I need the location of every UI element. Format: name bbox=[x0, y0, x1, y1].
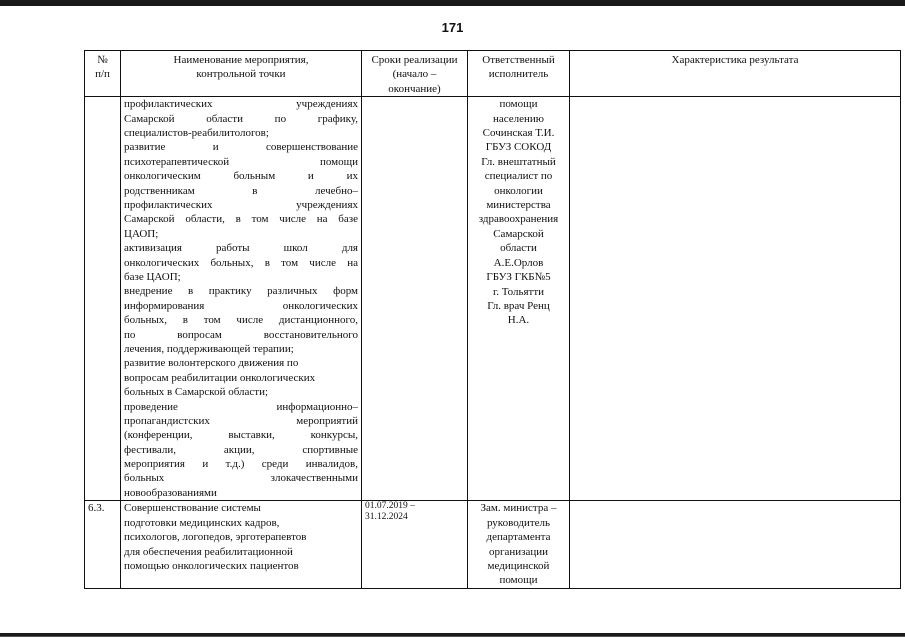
term-text-line: 31.12.2024 bbox=[365, 512, 408, 523]
name-text-line: фестивали, акции, спортивные bbox=[124, 443, 358, 456]
header-resp-line: Ответственный bbox=[482, 54, 555, 66]
header-num-line: № bbox=[97, 54, 108, 66]
name-text-line: активизация работы школ для bbox=[124, 242, 358, 255]
resp-text-line: департамента bbox=[486, 531, 551, 544]
row-cont-term bbox=[362, 97, 468, 501]
top-border-bar bbox=[0, 0, 905, 6]
resp-text-line: Н.А. bbox=[507, 314, 530, 327]
page-number: 171 bbox=[441, 20, 464, 35]
name-text-line: родственникам в лечебно– bbox=[124, 184, 358, 197]
header-name-line: Наименование мероприятия, bbox=[173, 54, 309, 66]
row-cont-char bbox=[570, 97, 901, 501]
name-text-line: развитие и совершенствование bbox=[124, 141, 358, 154]
resp-text-line: специалист по bbox=[484, 170, 553, 183]
row-63-term bbox=[362, 501, 468, 588]
resp-text-line: онкологии bbox=[494, 184, 543, 197]
name-text-line: лечения, поддерживающей терапии; bbox=[124, 342, 294, 355]
name-text-line: профилактических учреждениях bbox=[124, 98, 358, 111]
header-term bbox=[362, 51, 468, 97]
resp-text-line: Гл. врач Ренц bbox=[487, 299, 550, 312]
bottom-border-line bbox=[0, 636, 905, 637]
table-header-row bbox=[85, 51, 901, 97]
name-text-line: специалистов-реабилитологов; bbox=[124, 127, 269, 139]
name-text-line: онкологических больных, в том числе на bbox=[124, 256, 358, 269]
name-text-line: Совершенствование системы bbox=[124, 502, 261, 515]
name-text-line: новообразованиями bbox=[124, 486, 217, 499]
name-text-line: Самарской области по графику, bbox=[124, 112, 358, 125]
resp-text-line: медицинской bbox=[487, 559, 550, 572]
name-text-line: информирования онкологических bbox=[124, 299, 358, 312]
row-63-resp bbox=[468, 501, 570, 588]
header-num bbox=[85, 51, 121, 97]
header-num-line: п/п bbox=[95, 68, 110, 81]
header-char bbox=[570, 51, 901, 97]
row-63-name bbox=[121, 501, 362, 588]
name-text-line: по вопросам восстановительного bbox=[124, 328, 358, 341]
resp-text-line: здравоохранения bbox=[478, 213, 559, 226]
resp-text-line: Сочинская Т.И. bbox=[482, 127, 555, 140]
header-resp-line: исполнитель bbox=[488, 68, 549, 81]
name-text-line: психологов, логопедов, эрготерапевтов bbox=[124, 531, 307, 544]
name-text-line: профилактических учреждениях bbox=[124, 198, 358, 211]
header-term-line: окончание) bbox=[388, 82, 441, 95]
measures-table bbox=[84, 50, 901, 589]
name-text-line: больных, в том числе дистанционного, bbox=[124, 314, 358, 327]
table-row bbox=[85, 97, 901, 501]
name-text-line: базе ЦАОП; bbox=[124, 270, 181, 283]
row-63-char bbox=[570, 501, 901, 588]
name-text-line: онкологическим больным и их bbox=[124, 170, 358, 183]
row-63-num: 6.3. bbox=[85, 501, 121, 588]
resp-text-line: ГБУЗ СОКОД bbox=[485, 141, 552, 154]
name-text-line: больных злокачественными bbox=[124, 472, 358, 485]
resp-text-line: А.Е.Орлов bbox=[493, 256, 544, 269]
resp-text-line: области bbox=[500, 242, 537, 255]
header-name bbox=[121, 51, 362, 97]
name-text-line: помощью онкологических пациентов bbox=[124, 559, 299, 572]
name-text-line: ЦАОП; bbox=[124, 227, 159, 240]
resp-text-line: Самарской bbox=[493, 227, 544, 240]
header-name-line: контрольной точки bbox=[196, 68, 286, 81]
header-char-line: Характеристика результата bbox=[671, 54, 799, 66]
name-text-line: внедрение в практику различных форм bbox=[124, 285, 358, 298]
name-text-line: Самарской области, в том числе на базе bbox=[124, 213, 358, 226]
header-term-line: Сроки реализации bbox=[371, 54, 458, 66]
resp-text-line: организации bbox=[488, 545, 549, 558]
resp-text-line: руководитель bbox=[486, 516, 551, 529]
term-text-line: 01.07.2019 – bbox=[365, 501, 415, 512]
row-cont-name bbox=[121, 97, 362, 501]
resp-text-line: Гл. внештатный bbox=[481, 155, 556, 168]
name-text-line: (конференции, выставки, конкурсы, bbox=[124, 429, 358, 442]
row-cont-resp bbox=[468, 97, 570, 501]
name-text-line: развитие волонтерского движения по bbox=[124, 357, 299, 370]
name-text-line: подготовки медицинских кадров, bbox=[124, 516, 280, 529]
resp-text-line: г. Тольятти bbox=[492, 285, 545, 298]
name-text-line: мероприятия и т.д.) среди инвалидов, bbox=[124, 458, 358, 471]
name-text-line: пропагандистских мероприятий bbox=[124, 414, 358, 427]
header-resp bbox=[468, 51, 570, 97]
header-term-line: (начало – bbox=[392, 68, 437, 81]
name-text-line: проведение информационно– bbox=[124, 400, 358, 413]
resp-text-line: министерства bbox=[486, 199, 551, 212]
name-text-line: больных в Самарской области; bbox=[124, 386, 269, 399]
resp-text-line: населению bbox=[492, 112, 545, 125]
resp-text-line: ГБУЗ ГКБ№5 bbox=[486, 271, 551, 284]
name-text-line: вопросам реабилитации онкологических bbox=[124, 371, 316, 384]
table-row bbox=[85, 501, 901, 588]
resp-text-line: Зам. министра – bbox=[480, 502, 557, 515]
resp-text-line: помощи bbox=[499, 574, 538, 587]
row-cont-num bbox=[85, 97, 121, 501]
name-text-line: психотерапевтической помощи bbox=[124, 155, 358, 168]
resp-text-line: помощи bbox=[499, 98, 538, 111]
name-text-line: для обеспечения реабилитационной bbox=[124, 545, 293, 558]
